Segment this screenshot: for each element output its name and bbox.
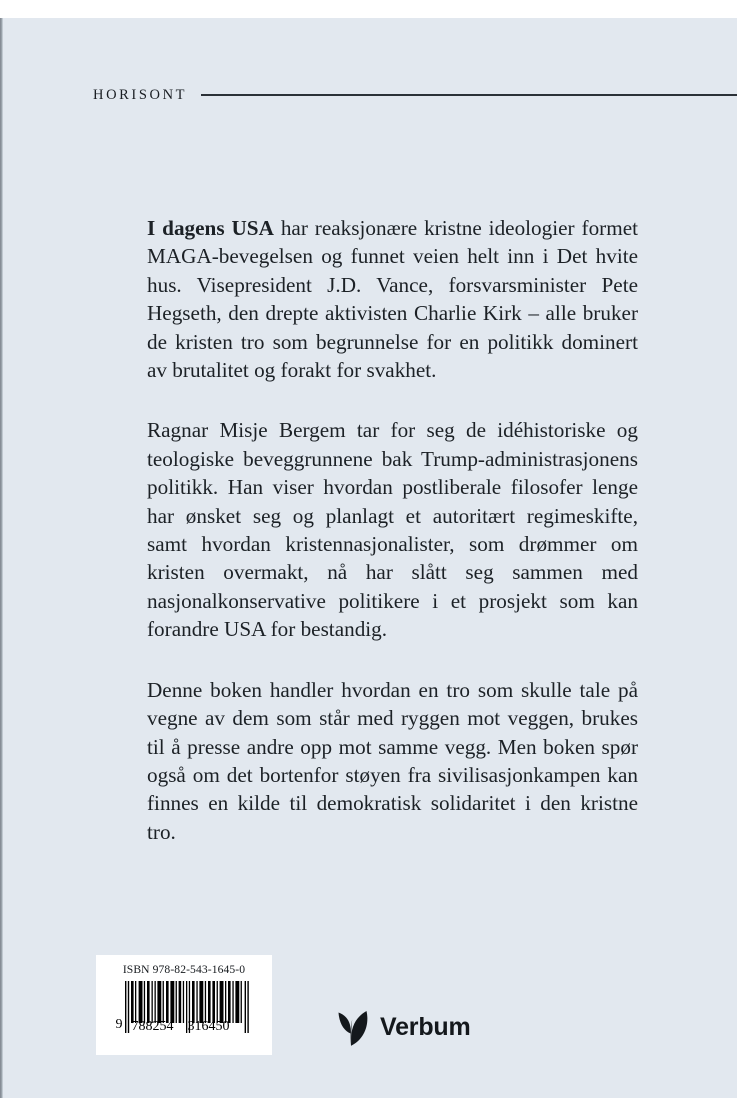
spine-edge	[0, 18, 3, 1098]
series-name: HORISONT	[93, 86, 188, 103]
blurb-paragraph	[147, 416, 638, 643]
ean-group-left: 788254	[131, 1019, 174, 1034]
blurb-paragraph-body: Ragnar Misje Bergem tar for seg de idéhistoriske og teologiske beveggrunnene bak Trump-administrasjonens politikk. Han viser hvordan postliberale filosofer lenge har ønsket seg og planlagt et autoritært regimeskifte, samt hvordan kristennasjonalister, som drømmer om kristen overmakt, nå har slått seg sammen med nasjonalkonservative politikere i et prosjekt som kan forandre USA for bestandig.	[147, 418, 638, 642]
series-rule	[201, 94, 737, 96]
isbn-number: ISBN 978-82-543-1645-0	[122, 963, 246, 976]
series-header	[93, 80, 737, 110]
blurb-lead-in: I dagens USA	[147, 216, 274, 240]
leaf-icon	[336, 1008, 370, 1046]
publisher-name: Verbum	[380, 1012, 471, 1041]
ean-group-right: 316450	[187, 1019, 230, 1034]
blurb-paragraph	[147, 214, 638, 384]
ean-digits	[125, 1020, 253, 1034]
book-back-cover	[0, 18, 737, 1098]
barcode-bars	[125, 981, 253, 1033]
blurb-paragraph-body: Denne boken handler hvordan en tro som skulle tale på vegne av dem som står med ryggen mot veggen, brukes til å presse andre opp mot samme vegg. Men boken spør også om det bortenfor støyen fra sivilisasjonkampen kan finnes en kilde til demokratisk solidaritet i den kristne tro.	[147, 677, 638, 844]
blurb-text	[147, 214, 638, 846]
publisher-logo	[336, 1008, 471, 1046]
blurb-paragraph-body: har reaksjonære kristne ideologier formet MAGA-bevegelsen og funnet veien helt inn i Det hvite hus. Visepresident J.D. Vance, forsvarsminister Pete Hegseth, den drepte aktivisten Charlie Kirk – alle bruker de kristen tro som begrunnelse for en politikk dominert av brutalitet og forakt for svakhet.	[147, 216, 638, 383]
ean13-barcode	[103, 981, 265, 1033]
ean-left-digit: 9	[115, 1017, 123, 1032]
isbn-barcode-box	[96, 955, 272, 1055]
blurb-paragraph	[147, 676, 638, 846]
